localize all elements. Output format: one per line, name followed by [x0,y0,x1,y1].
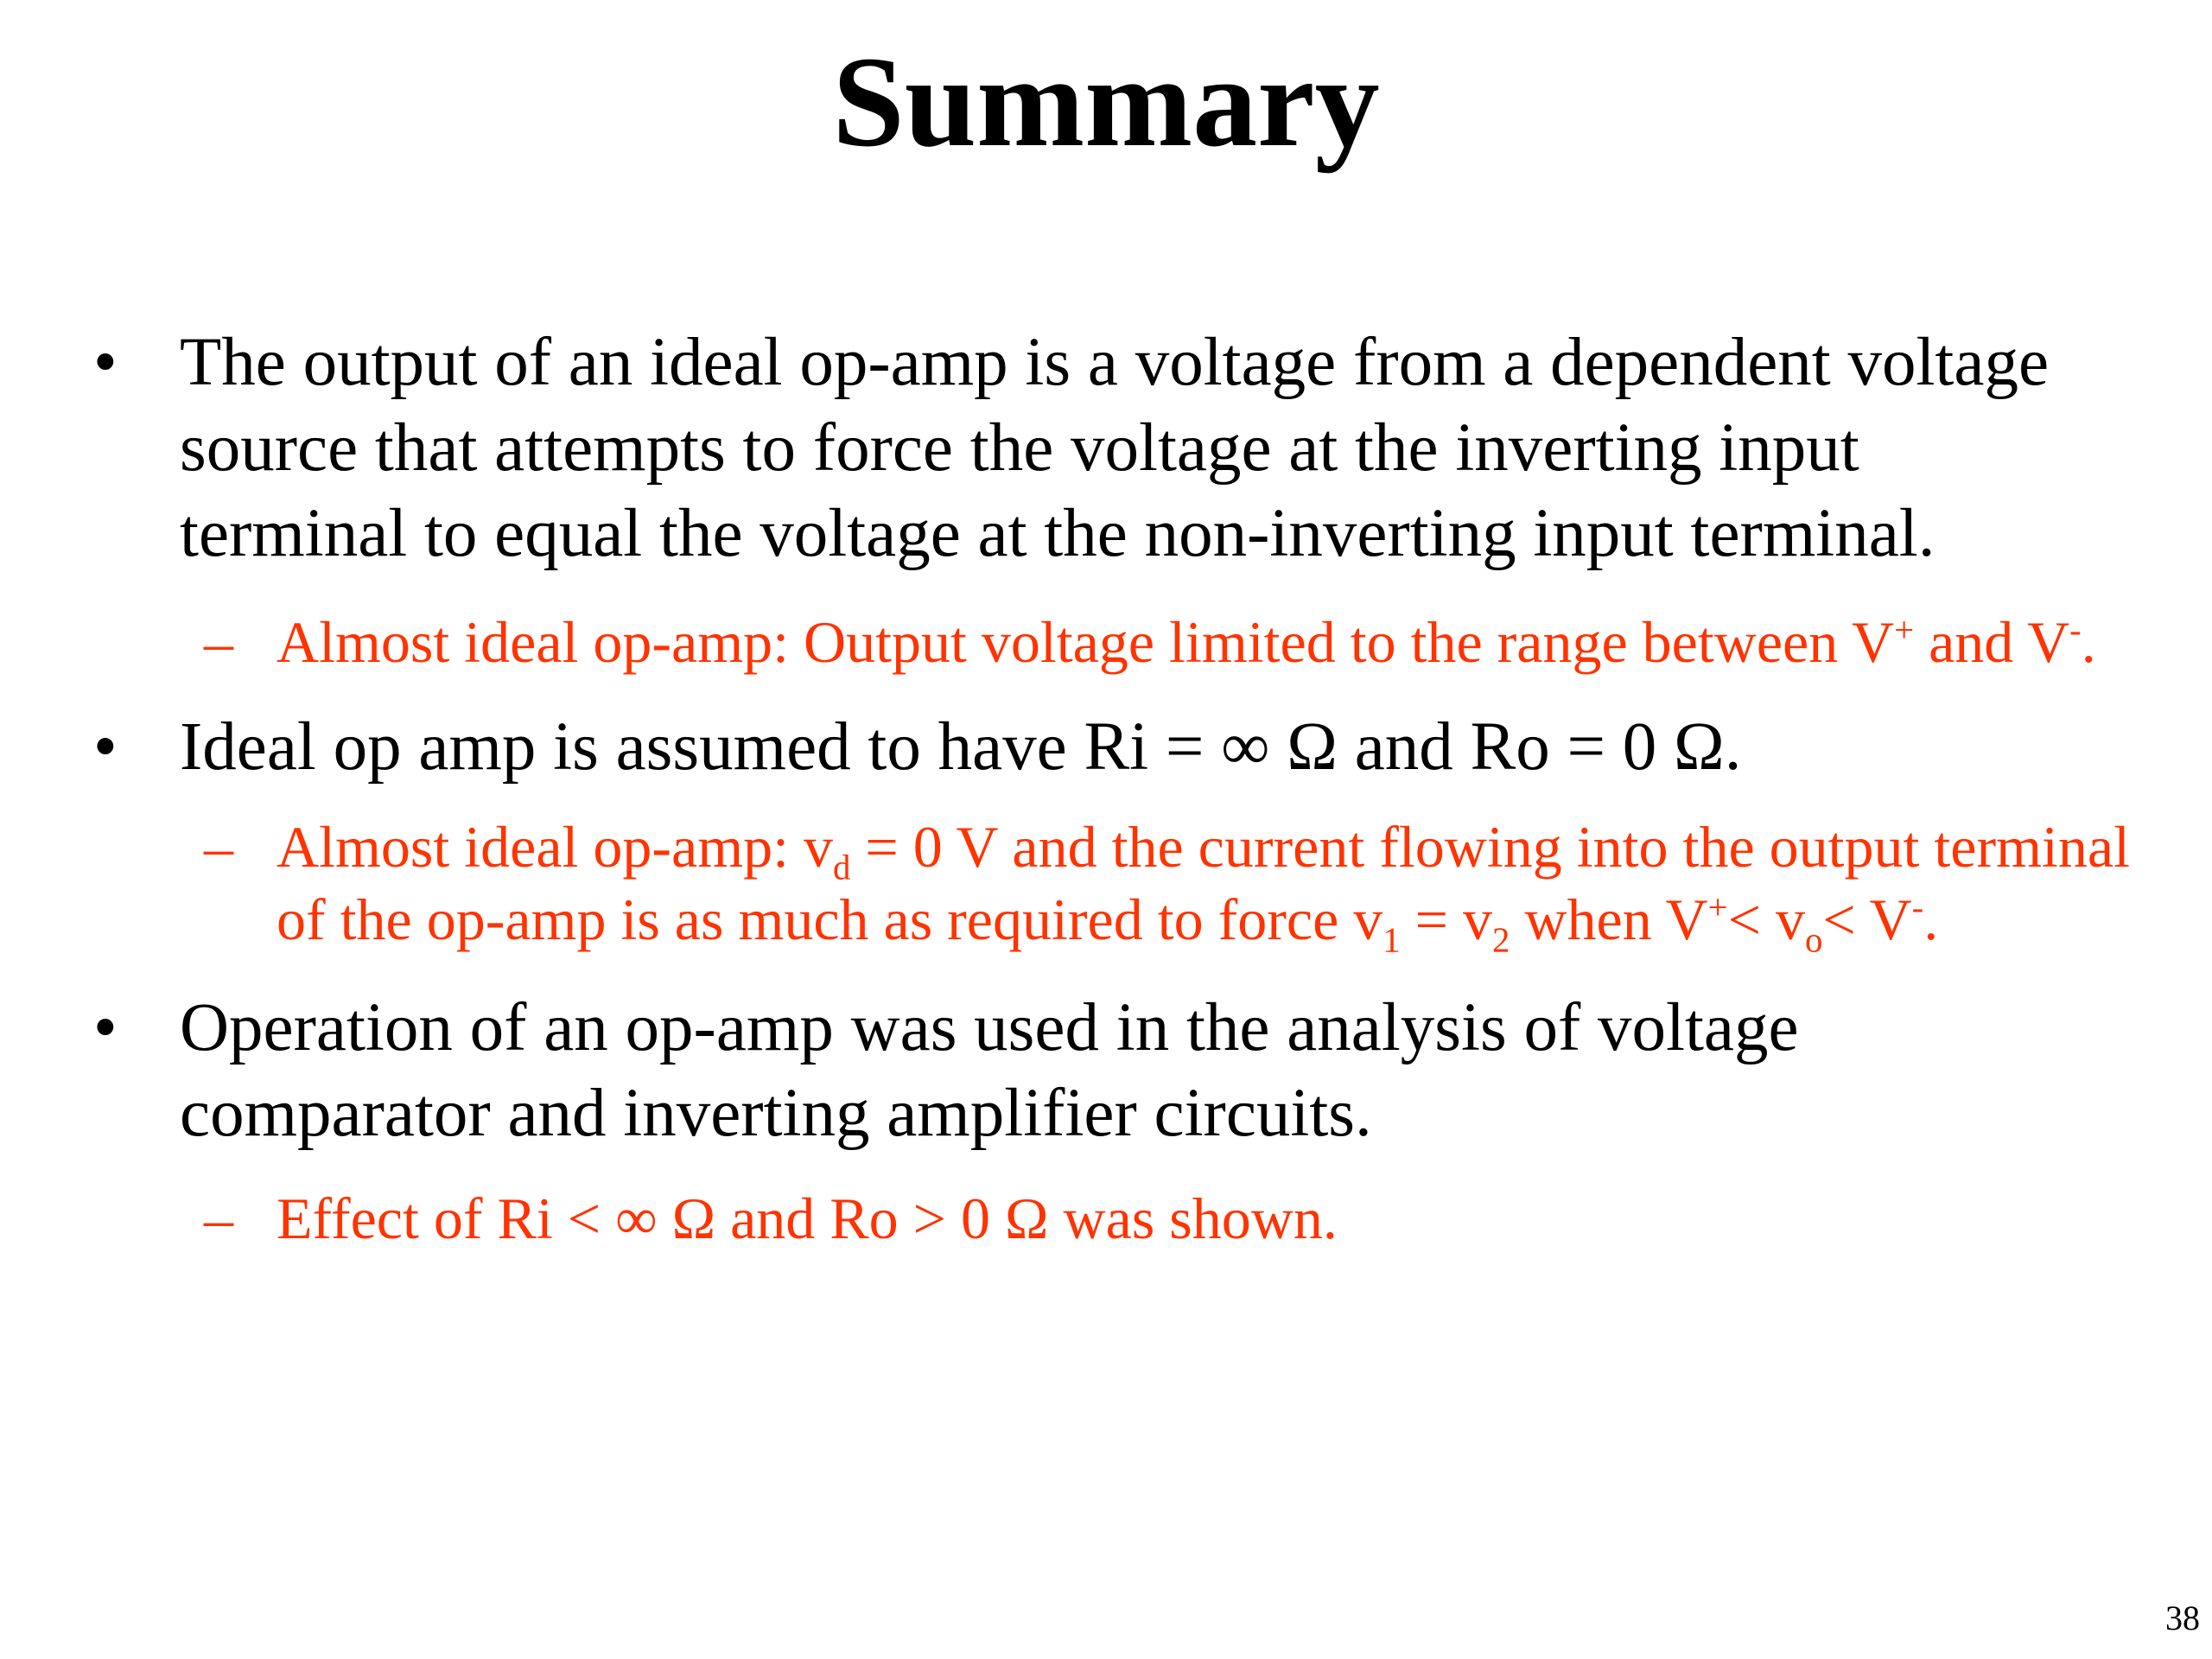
bullet-dot-icon: • [93,709,118,785]
bullet-text: The output of an ideal op-amp is a voltage from a dependent voltage source that attempts to force the voltage at the inverting input terminal to equal the voltage at the non-inverting input terminal. [180,325,2050,571]
dash-icon: – [204,814,233,880]
slide-title: Summary [832,30,1380,174]
bullet-item [0,320,2212,576]
sub-bullet-item [0,1182,2212,1255]
bullet-item [0,985,2212,1156]
bullet-dot-icon: • [93,325,118,400]
bullet-dot-icon: • [93,990,118,1065]
page-number: 38 [2165,1599,2200,1637]
bullet-text: Operation of an op-amp was used in the analysis of voltage comparator and inverting amplifier circuits. [180,990,1799,1151]
bullet-item [0,704,2212,790]
sub-bullet-item [0,606,2212,678]
dash-icon: – [204,1185,233,1251]
dash-icon: – [204,609,233,675]
bullet-text: Ideal op amp is assumed to have Ri = ∞ Ω and Ro = 0 Ω. [180,709,1742,785]
sub-bullet-item [0,810,2212,960]
sub-bullet-text: Almost ideal op-amp: Output voltage limited to the range between V+ and V-. [276,609,2096,675]
sub-bullet-text: Almost ideal op-amp: $v_d = 0$ V and the current flowing into the output terminal of the op-amp is as much as required to force $v_1 = v_2$ when $V^+< v_o< V^-$. [276,814,2130,960]
sub-bullet-text: Effect of Ri < ∞ Ω and Ro > 0 Ω was shown. [276,1185,1338,1251]
bullet-list [0,320,2212,1255]
